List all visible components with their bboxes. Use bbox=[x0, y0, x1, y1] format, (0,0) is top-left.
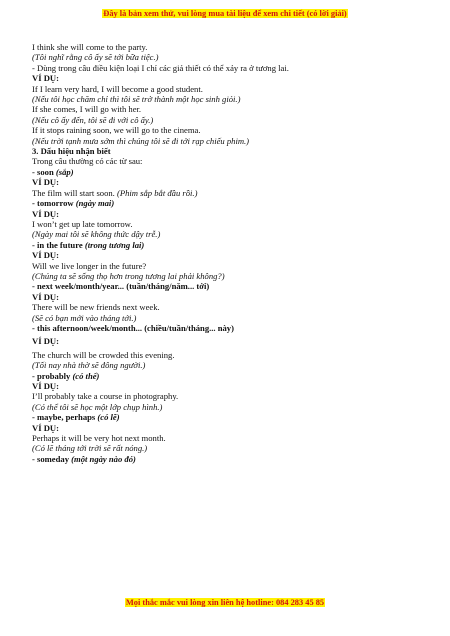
text-line: (Nếu trời tạnh mưa sớm thì chúng tôi sẽ đi tới rạp chiếu phim.) bbox=[32, 135, 250, 146]
text-line: (Nếu tôi học chăm chỉ thì tôi sẽ trở thành một học sinh giỏi.) bbox=[32, 94, 241, 105]
text-segment: (có lẽ) bbox=[97, 412, 120, 423]
text-segment: - probably bbox=[32, 370, 73, 381]
text-line bbox=[32, 167, 422, 177]
text-line: 3. Dấu hiệu nhận biết bbox=[32, 146, 111, 157]
preview-banner bbox=[0, 9, 450, 18]
text-line: (Ngày mai tôi sẽ không thức dậy trễ.) bbox=[32, 229, 161, 240]
text-segment: - in the future bbox=[32, 239, 85, 250]
text-line: (Chúng ta sẽ sống thọ hơn trong tương lai phải không?) bbox=[32, 270, 225, 281]
text-line: VÍ DỤ: bbox=[32, 177, 59, 188]
text-segment: The film will start soon. bbox=[32, 187, 117, 198]
text-segment: (có thể) bbox=[72, 370, 100, 381]
text-line: If she comes, I will go with her. bbox=[32, 104, 142, 115]
text-line: I think she will come to the party. bbox=[32, 42, 148, 52]
text-line bbox=[32, 198, 422, 208]
text-line: If it stops raining soon, we will go to the cinema. bbox=[32, 125, 201, 136]
text-line: I’ll probably take a course in photography. bbox=[32, 391, 179, 402]
text-segment: (ngày mai) bbox=[75, 198, 115, 209]
preview-banner-text: Đây là bản xem thử, vui lòng mua tài liệu để xem chi tiết (có lời giải) bbox=[103, 9, 347, 18]
text-line bbox=[32, 454, 422, 464]
text-line: If I learn very hard, I will become a good student. bbox=[32, 83, 203, 94]
text-segment: - tomorrow bbox=[32, 198, 76, 209]
text-segment: (một ngày nào đó) bbox=[71, 453, 136, 464]
text-line: VÍ DỤ: bbox=[32, 208, 59, 219]
text-line: - next week/month/year... (tuần/tháng/năm... tới) bbox=[32, 281, 210, 292]
text-line: (Tối nay nhà thờ sẽ đông người.) bbox=[32, 360, 146, 371]
text-line bbox=[32, 240, 422, 250]
text-segment: - someday bbox=[32, 453, 72, 464]
text-line: VÍ DỤ: bbox=[32, 291, 59, 302]
text-line bbox=[32, 371, 422, 381]
text-line: - this afternoon/week/month... (chiều/tuần/tháng... này) bbox=[32, 322, 234, 333]
text-segment: - maybe, perhaps bbox=[32, 412, 98, 423]
text-line: The church will be crowded this evening. bbox=[32, 349, 175, 360]
text-line bbox=[32, 412, 422, 422]
text-line: I won’t get up late tomorrow. bbox=[32, 218, 133, 229]
hotline-banner-text: Mọi thắc mắc vui lòng xin liên hệ hotline: 084 283 45 85 bbox=[125, 598, 325, 607]
text-segment: (trong tương lai) bbox=[84, 239, 145, 250]
text-line: VÍ DỤ: bbox=[32, 250, 59, 261]
text-line: (Sẽ có bạn mới vào tháng tới.) bbox=[32, 312, 137, 323]
text-line: Perhaps it will be very hot next month. bbox=[32, 433, 166, 444]
text-line: VÍ DỤ: bbox=[32, 381, 59, 391]
text-segment: - soon bbox=[32, 166, 56, 177]
text-line: There will be new friends next week. bbox=[32, 302, 160, 313]
text-line: (Có thể tôi sẽ học một lớp chụp hình.) bbox=[32, 401, 163, 412]
text-line bbox=[32, 188, 422, 198]
text-line: (Có lẽ tháng tới trời sẽ rất nóng.) bbox=[32, 443, 148, 454]
text-line: VÍ DỤ: bbox=[32, 336, 59, 347]
document-body bbox=[32, 42, 422, 464]
text-segment: (sắp) bbox=[55, 166, 74, 177]
text-line: Trong câu thường có các từ sau: bbox=[32, 156, 143, 167]
text-line: (Nếu cô ấy đến, tôi sẽ đi với cô ấy.) bbox=[32, 114, 154, 125]
text-line: VÍ DỤ: bbox=[32, 73, 59, 84]
text-line: VÍ DỤ: bbox=[32, 422, 59, 433]
text-segment: (Phim sắp bắt đầu rồi.) bbox=[116, 187, 198, 198]
text-line: - Dùng trong câu điều kiện loại I chỉ các giả thiết có thể xảy ra ở tương lai. bbox=[32, 62, 289, 73]
text-line: Will we live longer in the future? bbox=[32, 260, 147, 271]
hotline-banner bbox=[0, 598, 450, 607]
text-line: (Tôi nghĩ rằng cô ấy sẽ tới bữa tiệc.) bbox=[32, 52, 159, 63]
